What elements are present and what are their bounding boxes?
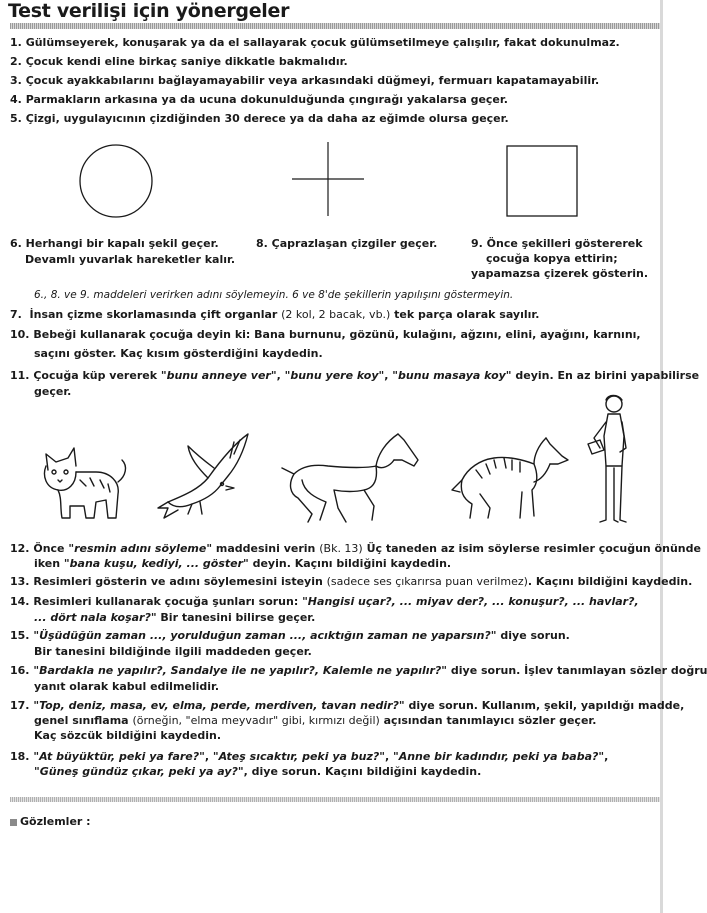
instruction-item: 2. Çocuk kendi eline birkaç saniye dikkatle bakmalıdır. xyxy=(10,55,348,68)
bullet-square-icon xyxy=(10,819,17,826)
horse-picture xyxy=(278,430,428,526)
instruction-item-cont: Kaç sözcük bildiğini kaydedin. xyxy=(34,729,221,742)
item-9-caption-3: yapamazsa çizerek gösterin. xyxy=(471,267,649,280)
item-6-caption-2: Devamlı yuvarlak hareketler kalır. xyxy=(25,253,236,266)
instruction-item-cont: Bir tanesini bildiğinde ilgili maddeden geçer. xyxy=(34,645,312,658)
page-title: Test verilişi için yönergeler xyxy=(8,0,290,22)
item-9-caption-2: çocuğa kopya ettirin; xyxy=(486,252,618,265)
cat-picture xyxy=(40,436,130,526)
instruction-item-cont: iken "bana kuşu, kediyi, ... göster" deyin. Kaçını bildiğini kaydedin. xyxy=(34,557,452,570)
instruction-item-cont: genel sınıflama (örneğin, "elma meyvadır" gibi, kırmızı değil) açısından tanımlayıcı sözler geçer. xyxy=(34,714,597,727)
page-edge xyxy=(660,0,663,913)
instruction-item: 10. Bebeği kullanarak çocuğa deyin ki: Bana burnunu, gözünü, kulağını, ağzını, elini, ayağını, karnını, xyxy=(10,328,641,341)
instruction-item-cont: ... dört nala koşar?" Bir tanesini bilirse geçer. xyxy=(34,611,316,624)
instruction-item: 1. Gülümseyerek, konuşarak ya da el sallayarak çocuk gülümsetilmeye çalışılır, fakat dokunulmaz. xyxy=(10,36,620,49)
instruction-item: 17. "Top, deniz, masa, ev, elma, perde, merdiven, tavan nedir?" diye sorun. Kullanım, şekil, yapıldığı madde, xyxy=(10,699,685,712)
observations-label: Gözlemler : xyxy=(20,815,91,828)
instruction-item: 16. "Bardakla ne yapılır?, Sandalye ile ne yapılır?, Kalemle ne yapılır?" diye sorun. İşlev tanımlayan sözler doğru xyxy=(10,664,707,677)
item-8-caption: 8. Çaprazlaşan çizgiler geçer. xyxy=(256,237,438,250)
instruction-item: 5. Çizgi, uygulayıcının çizdiğinden 30 derece ya da daha az eğimde olursa geçer. xyxy=(10,112,509,125)
man-picture xyxy=(588,392,636,526)
instruction-item: 13. Resimleri gösterin ve adını söylemesini isteyin (sadece ses çıkarırsa puan verilmez). Kaçını bildiğini kaydedin. xyxy=(10,575,693,588)
instruction-item: 11. Çocuğa küp vererek "bunu anneye ver", "bunu yere koy", "bunu masaya koy" deyin. En az birini yapabilirse xyxy=(10,369,700,382)
instruction-item: 18. "At büyüktür, peki ya fare?", "Ateş sıcaktır, peki ya buz?", "Anne bir kadındır, peki ya baba?", xyxy=(10,750,609,763)
instruction-item-cont: saçını göster. Kaç kısım gösterdiğini kaydedin. xyxy=(34,347,323,360)
instruction-item: 3. Çocuk ayakkabılarını bağlayamayabilir veya arkasındaki düğmeyi, fermuarı kapatamayabilir. xyxy=(10,74,600,87)
instruction-item: 7. İnsan çizme skorlamasında çift organlar (2 kol, 2 bacak, vb.) tek parça olarak sayılır. xyxy=(10,308,540,321)
instruction-item: 15. "Üşüdüğün zaman ..., yorulduğun zaman ..., acıktığın zaman ne yaparsın?" diye sorun. xyxy=(10,629,570,642)
cross-figure xyxy=(290,142,370,218)
section-divider xyxy=(10,797,660,802)
instruction-item-cont: geçer. xyxy=(34,385,72,398)
square-figure xyxy=(506,145,580,219)
instruction-item-cont: "Güneş gündüz çıkar, peki ya ay?", diye sorun. Kaçını bildiğini kaydedin. xyxy=(34,765,482,778)
item-6-caption: 6. Herhangi bir kapalı şekil geçer. xyxy=(10,237,219,250)
circle-figure xyxy=(78,143,158,223)
instruction-item-cont: yanıt olarak kabul edilmelidir. xyxy=(34,680,220,693)
item-9-caption: 9. Önce şekilleri göstererek xyxy=(471,237,643,250)
title-divider xyxy=(10,23,660,29)
note-6-8-9: 6., 8. ve 9. maddeleri verirken adını söylemeyin. 6 ve 8'de şekillerin yapılışını göstermeyin. xyxy=(34,289,514,301)
instruction-item: 4. Parmakların arkasına ya da ucuna dokunulduğunda çıngırağı yakalarsa geçer. xyxy=(10,93,508,106)
dog-picture xyxy=(450,434,572,524)
instruction-item: 14. Resimleri kullanarak çocuğa şunları sorun: "Hangisi uçar?, ... miyav der?, ... konuşur?, ... havlar?, xyxy=(10,595,639,608)
bird-picture xyxy=(148,428,258,524)
instruction-item: 12. Önce "resmin adını söyleme" maddesini verin (Bk. 13) Üç taneden az isim söylerse resimler çocuğun önünde xyxy=(10,542,701,555)
